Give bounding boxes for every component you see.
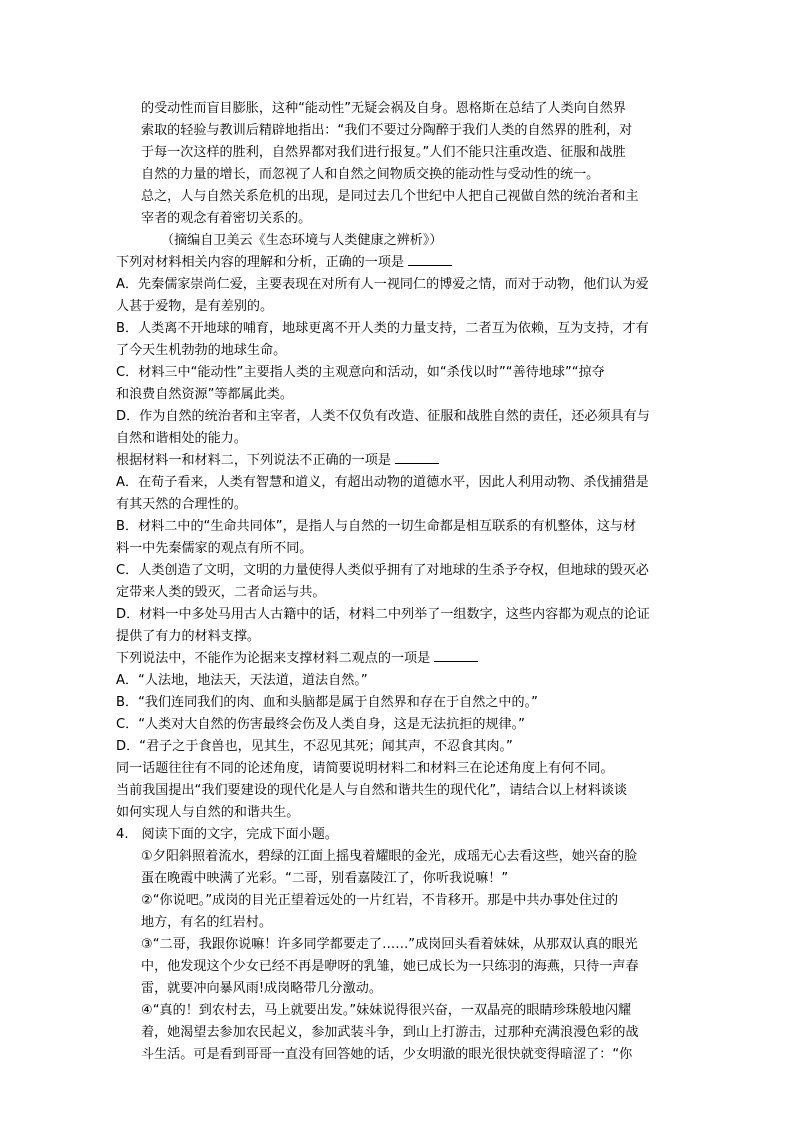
- story-line: ④“真的！到农村去，马上就要出发。”妹妹说得很兴奋，一双晶亮的眼睛珍珠般地闪耀: [141, 1003, 632, 1018]
- option-line: 和浪费自然资源”等都属此类。: [116, 387, 294, 402]
- option-line: A．先秦儒家崇尚仁爱，主要表现在对所有人一视同仁的博爱之情，而对于动物，他们认为爱: [116, 277, 649, 292]
- option-line: B．材料二中的“生命共同体”，是指人与自然的一切生命都是相互联系的有机整体，这与材: [116, 519, 637, 534]
- answer-blank: [395, 451, 439, 464]
- option-line: C．人类创造了文明，文明的力量使得人类似乎拥有了对地球的生杀予夺权，但地球的毁灭必: [116, 563, 649, 578]
- question-3-stem: [116, 648, 478, 670]
- story-line: 地方，有名的红岩村。: [141, 915, 272, 930]
- answer-blank: [434, 649, 478, 662]
- story-line: 中，他发现这个少女已经不再是咿呀的乳雏，她已成长为一只练羽的海燕，只待一声春: [141, 959, 639, 974]
- question-text: 根据材料一和材料二，下列说法不正确的一项是: [116, 453, 391, 468]
- passage-line: 宰者的观念有着密切关系的。: [141, 211, 312, 226]
- question-5-stem: 当前我国提出“我们要建设的现代化是人与自然和谐共生的现代化”，请结合以上材料谈谈: [116, 783, 628, 798]
- passage-line: 索取的轻验与教训后精辟地指出：“我们不要过分陶醉于我们人类的自然界的胜利，对: [141, 123, 633, 138]
- section-4-header: [116, 824, 338, 846]
- source-citation: （摘编自卫美云《生态环境与人类健康之辨析》）: [161, 233, 443, 248]
- option-line: 自然和谐相处的能力。: [116, 431, 247, 446]
- option-line: B．“我们连同我们的肉、血和头脑都是属于自然界和存在于自然之中的。”: [116, 695, 538, 710]
- option-line: D．材料一中多处马用古人古籍中的话，材料二中列举了一组数字，这些内容都为观点的论证: [116, 607, 650, 622]
- option-line: 提供了有力的材料支撑。: [116, 629, 261, 644]
- option-line: C．“人类对大自然的伤害最终会伤及人类自身，这是无法抗拒的规律。”: [116, 717, 525, 732]
- story-line: 斗生活。可是看到哥哥一直没有回答她的话，少女明澈的眼光很快就变得暗涩了：“你: [141, 1047, 633, 1062]
- passage-line: 总之，人与自然关系危机的出现，是同过去几个世纪中人把自己视做自然的统治者和主: [141, 189, 639, 204]
- option-line: 人甚于爱物，是有差别的。: [116, 299, 274, 314]
- option-line: B．人类离不开地球的哺育，地球更离不开人类的力量支持，二者互为依赖，互为支持，才有: [116, 321, 649, 336]
- story-line: 雷，就要冲向暴风雨!成岗略带几分激动。: [141, 981, 382, 996]
- question-5-stem-cont: 如何实现人与自然的和谐共生。: [116, 805, 300, 820]
- story-line: ③“二哥，我跟你说嘛！许多同学都要走了……”成岗回头看着妹妹，从那双认真的眼光: [141, 937, 638, 952]
- option-line: D．“君子之于食兽也，见其生，不忍见其死；闻其声，不忍食其肉。”: [116, 739, 513, 754]
- question-text: 下列对材料相关内容的理解和分析，正确的一项是: [116, 255, 405, 270]
- passage-line: 自然的力量的增长，而忽视了人和自然之间物质交换的能动性与受动性的统一。: [141, 167, 600, 182]
- option-line: A．“人法地，地法天，天法道，道法自然。”: [116, 673, 368, 688]
- option-line: A．在荀子看来，人类有智慧和道义，有超出动物的道德水平，因此人利用动物、杀伐捕猎是: [116, 475, 649, 490]
- story-line: 蛋在晚霞中映满了光彩。“二哥，别看嘉陵江了，你听我说嘛！”: [141, 871, 509, 886]
- question-2-stem: [116, 450, 439, 472]
- story-line: 着，她渴望去参加农民起义，参加武装斗争，到山上打游击，过那种充满浪漫色彩的战: [141, 1025, 639, 1040]
- option-line: 定带来人类的毁灭，二者命运与共。: [116, 585, 326, 600]
- answer-blank: [408, 253, 452, 266]
- passage-line: 的受动性而盲目膨胀，这种“能动性”无疑会祸及自身。恩格斯在总结了人类向自然界: [141, 101, 626, 116]
- question-4-stem: 同一话题往往有不同的论述角度，请简要说明材料二和材料三在论述角度上有何不同。: [116, 761, 614, 776]
- section-number: 4.: [116, 827, 129, 842]
- option-line: 料一中先秦儒家的观点有所不同。: [116, 541, 313, 556]
- section-title: 阅读下面的文字，完成下面小题。: [141, 827, 338, 842]
- option-line: 有其天然的合理性的。: [116, 497, 247, 512]
- question-text: 下列说法中，不能作为论据来支撑材料二观点的一项是: [116, 651, 431, 666]
- option-line: D．作为自然的统治者和主宰者，人类不仅负有改造、征服和战胜自然的责任，还必须具有与: [116, 409, 650, 424]
- passage-line: 于每一次这样的胜利，自然界都对我们进行报复。”人们不能只注重改造、征服和战胜: [141, 145, 626, 160]
- story-line: ①夕阳斜照着流水，碧绿的江面上摇曳着耀眼的金光，成瑶无心去看这些，她兴奋的脸: [141, 849, 638, 864]
- option-line: 了今天生机勃勃的地球生命。: [116, 343, 287, 358]
- option-line: C．材料三中“能动性”主要指人类的主观意向和活动，如“杀伐以时”“善待地球”“掠夺: [116, 365, 605, 380]
- question-1-stem: [116, 252, 452, 274]
- story-line: ②“你说吧。”成岗的目光正望着远处的一片红岩，不肯移开。那是中共办事处住过的: [141, 893, 619, 908]
